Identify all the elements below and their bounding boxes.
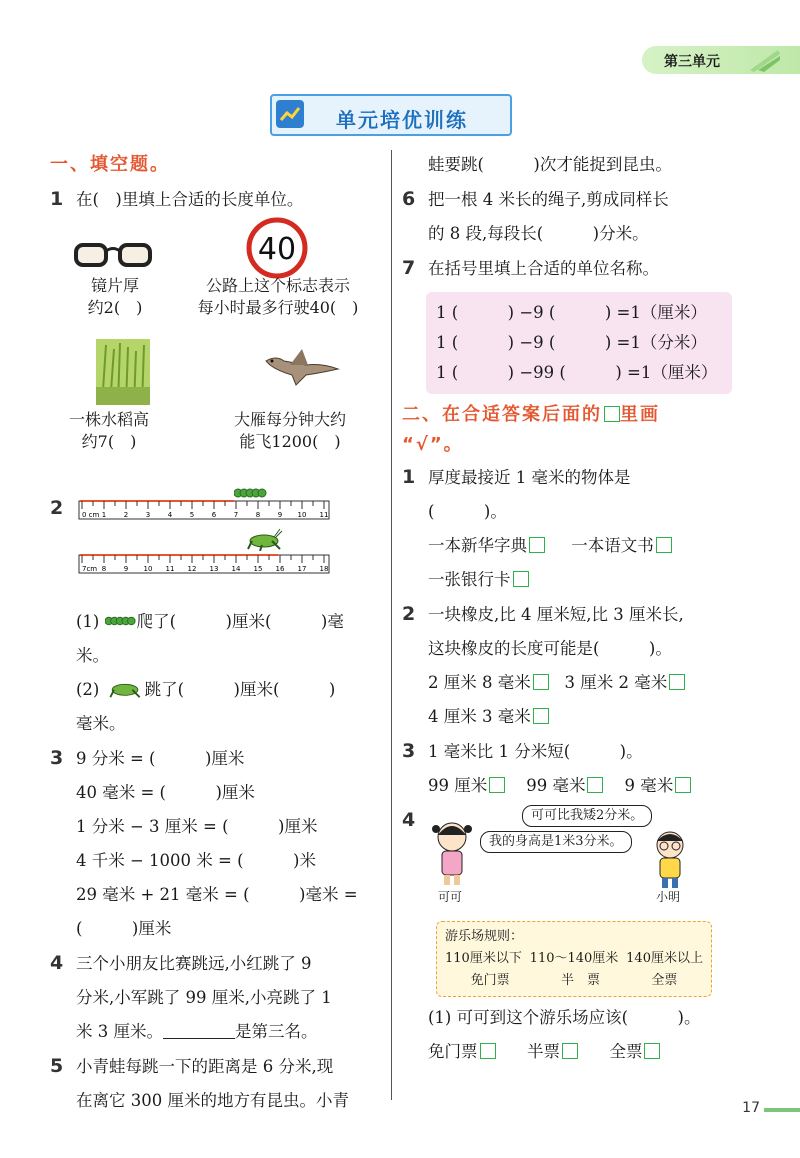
grasshopper-icon	[244, 527, 284, 551]
ruler-label: 1	[101, 511, 107, 519]
unit-tab	[642, 46, 800, 74]
rice-plant-image	[96, 339, 150, 405]
goose-caption	[220, 409, 360, 453]
boy-xiaoming-image	[650, 829, 690, 889]
q1-text: 在( )里填上合适的长度单位。	[76, 190, 304, 209]
page-number: 17	[742, 1100, 760, 1116]
p2q2-options	[402, 666, 752, 700]
rules-tickets	[445, 970, 703, 992]
speed-limit-sign	[246, 217, 308, 279]
q6-line-2: 的 8 段,每段长( )分米。	[428, 224, 649, 243]
p2q2-number: 2	[402, 603, 416, 625]
answer-checkbox[interactable]	[513, 571, 529, 587]
option-label: 99 毫米	[526, 776, 586, 795]
ruler-label: 9	[277, 511, 283, 519]
p2q1-line-2: ( )。	[428, 502, 507, 521]
q7-line-1: 1 ( ) −9 ( ) =1（厘米）	[436, 303, 707, 322]
answer-checkbox[interactable]	[562, 1043, 578, 1059]
option-label: 9 毫米	[624, 776, 674, 795]
ruler-1	[78, 493, 330, 521]
ruler-label: 13	[209, 565, 219, 573]
sign-value: 40	[257, 232, 297, 267]
q2-part2-cont: 毫米。	[76, 714, 126, 733]
answer-checkbox[interactable]	[644, 1043, 660, 1059]
q2-part2-text: 跳了( )厘米( )	[144, 680, 336, 699]
answer-checkbox[interactable]	[480, 1043, 496, 1059]
part2-title-b: 里画	[620, 404, 660, 425]
ruler-label: 17	[297, 565, 307, 573]
q5-line-2: 在离它 300 厘米的地方有昆虫。小青	[76, 1091, 349, 1110]
p2q4-number: 4	[402, 809, 416, 831]
q1-number: 1	[50, 188, 64, 210]
ruler-label: 2	[123, 511, 129, 519]
speech-bubble-keke: 我的身高是1米3分米。	[480, 831, 632, 853]
ruler-label: 7cm	[82, 565, 98, 573]
sign-caption-1: 公路上这个标志表示	[205, 276, 350, 295]
part2-title	[402, 400, 752, 430]
ruler-label: 14	[231, 565, 241, 573]
ruler-2	[78, 547, 330, 575]
q5-line-1	[50, 1049, 382, 1084]
ruler-label: 7	[233, 511, 239, 519]
chart-up-icon	[276, 100, 304, 128]
glasses-caption-1: 镜片厚	[90, 276, 139, 295]
option-label: 2 厘米 8 毫米	[428, 673, 531, 692]
p2q3-options	[402, 769, 752, 803]
p2q1-text-1: 厚度最接近 1 毫米的物体是	[428, 468, 631, 487]
ruler-label: 12	[187, 565, 197, 573]
rule-height-2: 110～140厘米	[529, 951, 619, 966]
ruler-label: 4	[167, 511, 173, 519]
option-label: 全票	[609, 1042, 643, 1061]
rice-caption-1: 一株水稻高	[68, 410, 149, 429]
unit-label: 第三单元	[664, 54, 720, 70]
q2-rulers	[50, 487, 382, 605]
p2q3-number: 3	[402, 740, 416, 762]
q3-line-5: 29 毫米 + 21 毫米 = ( )毫米 =	[76, 885, 358, 904]
ruler-label: 11	[319, 511, 329, 519]
option-label: 一本新华字典	[428, 536, 527, 555]
part2-title-c: “√”。	[402, 434, 464, 455]
p2q3-line-1	[402, 734, 752, 769]
q7-line-2: 1 ( ) −9 ( ) =1（分米）	[436, 333, 707, 352]
checkbox-sample	[604, 406, 620, 422]
q2-part2	[50, 673, 382, 707]
girl-keke-image	[432, 817, 472, 887]
glasses-image	[72, 239, 154, 269]
q7-prompt	[402, 251, 752, 286]
rice-caption-2: 约7( )	[81, 432, 137, 451]
option-label: 一本语文书	[571, 536, 654, 555]
p2q2-options-2	[402, 700, 752, 734]
rule-ticket-3: 全票	[651, 973, 678, 988]
q1-pictures	[50, 217, 382, 487]
q2-part1-label: (1)	[76, 612, 100, 631]
rule-ticket-2: 半 票	[560, 973, 600, 988]
option-label: 3 厘米 2 毫米	[564, 673, 668, 692]
q2-number: 2	[50, 497, 64, 519]
wild-goose-image	[262, 347, 342, 387]
answer-checkbox[interactable]	[533, 674, 549, 690]
q2-part1-text: 爬了( )厘米( )毫	[136, 612, 344, 631]
ruler-label: 5	[189, 511, 195, 519]
rules-heights	[445, 948, 703, 970]
q7-text: 在括号里填上合适的单位名称。	[428, 259, 659, 278]
ruler-label: 16	[275, 565, 285, 573]
option-label: 一张银行卡	[428, 570, 511, 589]
q7-box	[426, 292, 732, 394]
answer-checkbox[interactable]	[533, 708, 549, 724]
q3-line-1	[50, 741, 382, 776]
option-label: 99 厘米	[428, 776, 488, 795]
right-column	[402, 148, 752, 1069]
q4-text-3a: 米 3 厘米。	[76, 1022, 163, 1041]
ruler-label: 11	[165, 565, 175, 573]
answer-checkbox[interactable]	[587, 777, 603, 793]
q7-line-3: 1 ( ) −99 ( ) =1（厘米）	[436, 363, 718, 382]
part2-title-a: 二、在合适答案后面的	[402, 404, 602, 425]
q3-text-1: 9 分米 = ( )厘米	[76, 749, 245, 768]
answer-checkbox[interactable]	[529, 537, 545, 553]
q4-text-1: 三个小朋友比赛跳远,小红跳了 9	[76, 954, 312, 973]
sign-caption	[178, 275, 378, 319]
q3-line-2: 40 毫米 = ( )厘米	[76, 783, 255, 802]
column-divider	[391, 150, 392, 1100]
banner-title: 单元培优训练	[336, 108, 468, 132]
q6-line-1	[402, 182, 752, 217]
glasses-caption-2: 约2( )	[87, 298, 143, 317]
ruler-label: 8	[101, 565, 107, 573]
section-banner	[270, 94, 512, 136]
q4-line-3	[50, 1015, 382, 1049]
q3-line-4: 4 千米 − 1000 米 = ( )米	[76, 851, 316, 870]
q6-number: 6	[402, 188, 416, 210]
option-label: 免门票	[428, 1042, 478, 1061]
part1-title: 一、填空题。	[50, 154, 170, 175]
q3-line-6: ( )厘米	[76, 919, 172, 938]
goose-caption-1: 大雁每分钟大约	[233, 410, 346, 429]
ruler-label: 15	[253, 565, 263, 573]
q2-part1-cont: 米。	[76, 646, 109, 665]
name-keke: 可可	[438, 890, 463, 904]
grasshopper-icon	[105, 677, 145, 699]
q7-number: 7	[402, 257, 416, 279]
ruler-label: 18	[319, 565, 329, 573]
p2q2-line-2: 这块橡皮的长度可能是( )。	[428, 639, 672, 658]
left-column	[50, 148, 382, 1118]
answer-checkbox[interactable]	[489, 777, 505, 793]
p2q4-options	[402, 1035, 752, 1069]
q4-number: 4	[50, 952, 64, 974]
p2q4-scene	[402, 803, 752, 921]
ruler-label: 3	[145, 511, 151, 519]
answer-checkbox[interactable]	[675, 777, 691, 793]
sign-caption-2: 每小时最多行驶40( )	[197, 298, 359, 317]
q3-line-3: 1 分米 − 3 厘米 = ( )厘米	[76, 817, 318, 836]
answer-checkbox[interactable]	[669, 674, 685, 690]
rule-height-3: 140厘米以上	[626, 951, 703, 966]
caterpillar-icon	[105, 615, 137, 627]
p2q1-number: 1	[402, 466, 416, 488]
q5-number: 5	[50, 1055, 64, 1077]
ruler-label: 9	[123, 565, 129, 573]
p2q2-text-1: 一块橡皮,比 4 厘米短,比 3 厘米长,	[428, 605, 684, 624]
q4-line-1	[50, 946, 382, 981]
ruler-label: 8	[255, 511, 261, 519]
speech-bubble-xiaoming: 可可比我矮2分米。	[522, 805, 652, 827]
q4-text-3b: 是第三名。	[235, 1022, 318, 1041]
rule-height-1: 110厘米以下	[445, 951, 522, 966]
q2-part1	[50, 605, 382, 639]
q2-part2-label: (2)	[76, 680, 100, 699]
p2q2-line-1	[402, 597, 752, 632]
option-label: 半票	[526, 1042, 560, 1061]
p2q1-options	[402, 529, 752, 563]
q5-line-3: 蛙要跳( )次才能捉到昆虫。	[428, 155, 672, 174]
q1-prompt	[50, 182, 382, 217]
rules-title: 游乐场规则：	[445, 929, 524, 944]
ruler-label: 6	[211, 511, 217, 519]
goose-caption-2: 能飞1200( )	[239, 432, 341, 451]
pencil-icon	[748, 48, 782, 72]
p2q1-options-2	[402, 563, 752, 597]
ruler-label: 10	[143, 565, 153, 573]
p2q3-text-1: 1 毫米比 1 分米短( )。	[428, 742, 643, 761]
caterpillar-icon	[234, 487, 268, 499]
answer-checkbox[interactable]	[656, 537, 672, 553]
page-number-bar	[764, 1108, 800, 1112]
q6-text-1: 把一根 4 米长的绳子,剪成同样长	[428, 190, 669, 209]
amusement-park-rules	[436, 921, 712, 997]
glasses-caption	[70, 275, 160, 319]
q3-number: 3	[50, 747, 64, 769]
q4-line-2: 分米,小军跳了 99 厘米,小亮跳了 1	[76, 988, 332, 1007]
q5-text-1: 小青蛙每跳一下的距离是 6 分米,现	[76, 1057, 334, 1076]
option-label: 4 厘米 3 毫米	[428, 707, 531, 726]
p2q1-line-1	[402, 460, 752, 495]
p2q4-sub1: (1) 可可到这个游乐场应该( )。	[428, 1008, 701, 1027]
name-xiaoming: 小明	[656, 890, 681, 904]
ruler-label: 10	[297, 511, 307, 519]
answer-blank[interactable]	[163, 1021, 235, 1039]
rule-ticket-1: 免门票	[470, 973, 510, 988]
rice-caption	[64, 409, 154, 453]
ruler-label: 0 cm	[82, 511, 100, 519]
